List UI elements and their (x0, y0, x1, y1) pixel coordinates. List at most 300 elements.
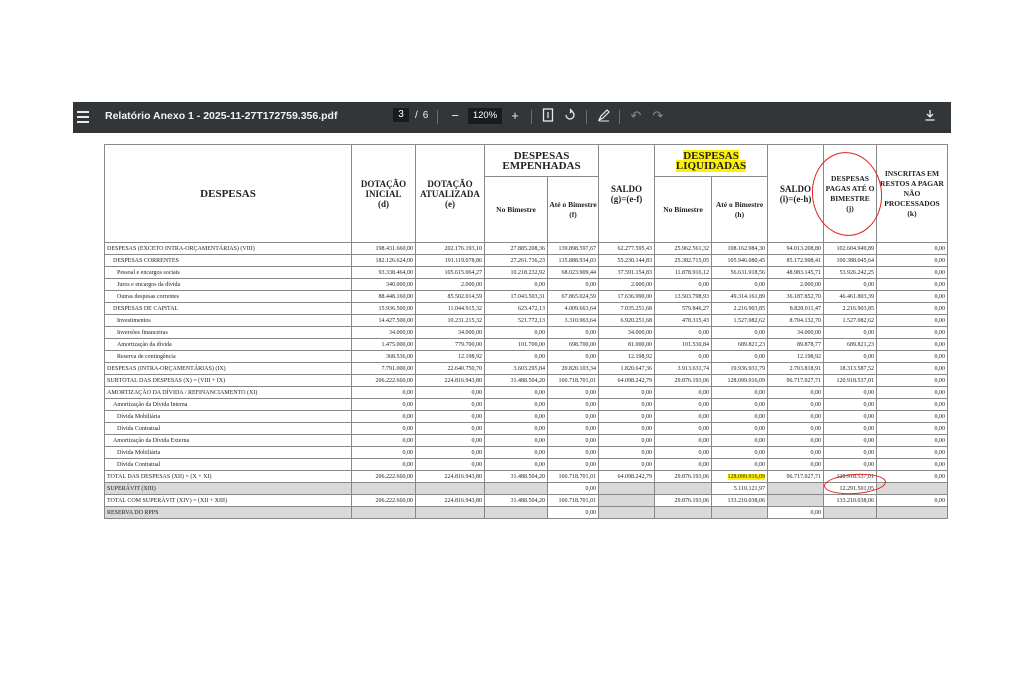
row-label: Dívida Mobiliária (105, 411, 352, 423)
row-label: Outras despesas correntes (105, 291, 352, 303)
cell-g: 62.277.595,43 (599, 243, 655, 255)
cell-emp-bim: 0,00 (485, 423, 548, 435)
undo-icon[interactable]: ↶ (630, 108, 642, 123)
cell-d: 14.427.500,00 (352, 315, 416, 327)
table-row (105, 351, 948, 363)
cell-liq-ate: 1.527.082,62 (712, 315, 768, 327)
cell-g: 37.591.154,83 (599, 267, 655, 279)
table-body (105, 243, 948, 519)
cell-emp-ate: 0,00 (548, 279, 599, 291)
cell-g (599, 507, 655, 519)
row-label: TOTAL DAS DESPESAS (XII) = (X + XI) (105, 471, 352, 483)
download-icon[interactable] (923, 108, 937, 126)
cell-liq-bim: 0,00 (655, 423, 712, 435)
cell-emp-bim: 0,00 (485, 411, 548, 423)
cell-i: 89.878,77 (768, 339, 824, 351)
cell-emp-bim: 623.472,13 (485, 303, 548, 315)
table-row (105, 495, 948, 507)
cell-e: 10.231.215,32 (416, 315, 485, 327)
row-label: AMORTIZAÇÃO DA DÍVIDA / REFINANCIAMENTO (XI) (105, 387, 352, 399)
cell-j: 2.216.903,85 (824, 303, 877, 315)
cell-emp-ate: 135.888.934,03 (548, 255, 599, 267)
toolbar-divider (619, 110, 620, 124)
cell-d: 0,00 (352, 411, 416, 423)
cell-liq-bim: 0,00 (655, 351, 712, 363)
cell-liq-ate: 0,00 (712, 411, 768, 423)
table-row (105, 447, 948, 459)
cell-j: 0,00 (824, 411, 877, 423)
cell-j: 0,00 (824, 399, 877, 411)
cell-liq-bim: 0,00 (655, 387, 712, 399)
header-despesas-pagas: DESPESAS PAGAS ATÉ O BIMESTRE (j) (824, 145, 877, 243)
row-label: DESPESAS (INTRA-ORÇAMENTÁRIAS) (IX) (105, 363, 352, 375)
cell-g: 2.000,00 (599, 279, 655, 291)
table-row (105, 411, 948, 423)
cell-emp-bim: 17.043.503,31 (485, 291, 548, 303)
cell-j: 0,00 (824, 435, 877, 447)
cell-liq-ate: 19.936.931,79 (712, 363, 768, 375)
cell-liq-bim: 0,00 (655, 399, 712, 411)
cell-k (877, 483, 948, 495)
highlighted-value: 128.099.916,09 (727, 473, 766, 480)
cell-k: 0,00 (877, 351, 948, 363)
cell-j: 18.313.587,52 (824, 363, 877, 375)
cell-j: 0,00 (824, 423, 877, 435)
cell-i: 0,00 (768, 507, 824, 519)
cell-i: 8.704.132,70 (768, 315, 824, 327)
header-dotacao-inicial: DOTAÇÃO INICIAL (d) (352, 145, 416, 243)
cell-emp-bim: 0,00 (485, 327, 548, 339)
table-row (105, 291, 948, 303)
cell-k: 0,00 (877, 339, 948, 351)
cell-emp-ate: 0,00 (548, 411, 599, 423)
cell-d: 206.222.660,00 (352, 495, 416, 507)
cell-d: 340.000,00 (352, 279, 416, 291)
cell-k: 0,00 (877, 267, 948, 279)
cell-emp-ate: 4.009.663,64 (548, 303, 599, 315)
cell-e: 85.502.014,59 (416, 291, 485, 303)
cell-j: 0,00 (824, 387, 877, 399)
cell-i: 96.717.027,71 (768, 375, 824, 387)
header-liq-ate-bimestre: Até o Bimestre (h) (712, 177, 768, 243)
header-despesas-liquidadas: DESPESAS LIQUIDADAS (655, 145, 768, 177)
cell-k: 0,00 (877, 243, 948, 255)
cell-d: 182.126.624,00 (352, 255, 416, 267)
row-label: Amortização da Dívida Interna (105, 399, 352, 411)
page-number-input[interactable]: 3 (393, 108, 409, 122)
cell-g: 64.098.242,79 (599, 375, 655, 387)
cell-j: 120.918.537,01 (824, 471, 877, 483)
cell-emp-ate: 698.700,00 (548, 339, 599, 351)
table-row (105, 279, 948, 291)
cell-k: 0,00 (877, 327, 948, 339)
cell-liq-bim (655, 507, 712, 519)
cell-emp-bim: 31.488.504,20 (485, 495, 548, 507)
cell-i: 0,00 (768, 411, 824, 423)
cell-g (599, 483, 655, 495)
table-row (105, 339, 948, 351)
cell-d: 7.791.000,00 (352, 363, 416, 375)
toolbar-divider (531, 110, 532, 124)
header-liq-no-bimestre: No Bimestre (655, 177, 712, 243)
zoom-in-icon[interactable]: + (511, 108, 519, 123)
row-label: Inversões financeiras (105, 327, 352, 339)
cell-g: 0,00 (599, 411, 655, 423)
menu-icon[interactable] (77, 108, 89, 124)
cell-emp-ate: 20.820.103,34 (548, 363, 599, 375)
cell-k: 0,00 (877, 495, 948, 507)
cell-d: 0,00 (352, 435, 416, 447)
cell-liq-ate: 0,00 (712, 399, 768, 411)
cell-j: 689.821,23 (824, 339, 877, 351)
cell-liq-bim: 29.876.193,06 (655, 375, 712, 387)
cell-g: 81.000,00 (599, 339, 655, 351)
table-row (105, 375, 948, 387)
cell-k: 0,00 (877, 411, 948, 423)
cell-e: 11.044.915,32 (416, 303, 485, 315)
cell-liq-ate: 128.099.916,09 (712, 375, 768, 387)
cell-k: 0,00 (877, 315, 948, 327)
row-label: Dívida Contratual (105, 459, 352, 471)
cell-j: 133.210.038,06 (824, 495, 877, 507)
table-row (105, 327, 948, 339)
row-label: Amortização da Dívida Externa (105, 435, 352, 447)
cell-d: 1.475.000,00 (352, 339, 416, 351)
cell-liq-bim: 13.503.798,93 (655, 291, 712, 303)
cell-g: 34.000,00 (599, 327, 655, 339)
cell-g: 1.820.647,36 (599, 363, 655, 375)
cell-liq-ate: 689.821,23 (712, 339, 768, 351)
cell-liq-ate: 0,00 (712, 279, 768, 291)
cell-e: 0,00 (416, 435, 485, 447)
cell-liq-ate: 49.314.161,89 (712, 291, 768, 303)
cell-emp-ate: 0,00 (548, 435, 599, 447)
row-label: Pessoal e encargos sociais (105, 267, 352, 279)
fit-page-icon[interactable] (541, 108, 555, 126)
row-label: RESERVA DO RPPS (105, 507, 352, 519)
cell-g: 55.230.144,83 (599, 255, 655, 267)
cell-liq-ate: 0,00 (712, 435, 768, 447)
row-label: DESPESAS DE CAPITAL (105, 303, 352, 315)
table-row (105, 435, 948, 447)
zoom-input[interactable]: 120% (468, 108, 502, 124)
cell-k: 0,00 (877, 435, 948, 447)
cell-liq-ate: 56.631.918,56 (712, 267, 768, 279)
cell-g: 12.198,92 (599, 351, 655, 363)
cell-k: 0,00 (877, 423, 948, 435)
cell-k (877, 507, 948, 519)
cell-liq-bim: 29.876.193,06 (655, 495, 712, 507)
cell-liq-ate: 0,00 (712, 423, 768, 435)
cell-liq-bim: 0,00 (655, 459, 712, 471)
toolbar-divider (586, 110, 587, 124)
cell-i: 0,00 (768, 435, 824, 447)
header-dotacao-atualizada: DOTAÇÃO ATUALIZADA (e) (416, 145, 485, 243)
cell-e: 224.816.943,80 (416, 471, 485, 483)
cell-emp-bim: 31.488.504,20 (485, 375, 548, 387)
cell-g: 0,00 (599, 435, 655, 447)
cell-j: 0,00 (824, 327, 877, 339)
table-row (105, 459, 948, 471)
cell-j: 100.388.045,64 (824, 255, 877, 267)
row-label: DESPESAS CORRENTES (105, 255, 352, 267)
cell-emp-bim: 31.488.504,20 (485, 471, 548, 483)
table-row (105, 399, 948, 411)
cell-liq-bim: 25.962.561,32 (655, 243, 712, 255)
cell-d: 93.338.464,00 (352, 267, 416, 279)
cell-j: 0,00 (824, 447, 877, 459)
table-row (105, 315, 948, 327)
cell-liq-ate: 2.216.903,85 (712, 303, 768, 315)
cell-i: 85.172.998,41 (768, 255, 824, 267)
cell-liq-bim: 0,00 (655, 435, 712, 447)
cell-g: 0,00 (599, 459, 655, 471)
cell-emp-ate: 0,00 (548, 447, 599, 459)
row-label: SUBTOTAL DAS DESPESAS (X) = (VIII + IX) (105, 375, 352, 387)
cell-g: 0,00 (599, 387, 655, 399)
cell-emp-ate: 67.865.024,59 (548, 291, 599, 303)
cell-emp-ate: 160.718.701,01 (548, 375, 599, 387)
cell-d (352, 483, 416, 495)
row-label: SUPERÁVIT (XIII) (105, 483, 352, 495)
cell-liq-bim: 3.913.631,74 (655, 363, 712, 375)
cell-e: 2.000,00 (416, 279, 485, 291)
cell-k: 0,00 (877, 363, 948, 375)
header-saldo-g: SALDO (g)=(e-f) (599, 145, 655, 243)
row-label: Dívida Contratual (105, 423, 352, 435)
header-emp-ate-bimestre: Até o Bimestre (f) (548, 177, 599, 243)
cell-i (768, 495, 824, 507)
cell-i: 36.187.852,70 (768, 291, 824, 303)
cell-emp-bim: 0,00 (485, 351, 548, 363)
page-indicator (393, 108, 428, 122)
header-despesas: DESPESAS (105, 145, 352, 243)
cell-i: 0,00 (768, 387, 824, 399)
cell-i: 34.000,00 (768, 327, 824, 339)
redo-icon[interactable]: ↷ (652, 108, 664, 123)
cell-e (416, 483, 485, 495)
cell-j (824, 507, 877, 519)
cell-g: 0,00 (599, 447, 655, 459)
cell-j: 0,00 (824, 351, 877, 363)
cell-g: 6.920.251,68 (599, 315, 655, 327)
header-despesas-empenhadas: DESPESAS EMPENHADAS (485, 145, 599, 177)
cell-emp-ate: 0,00 (548, 507, 599, 519)
cell-liq-ate (712, 471, 768, 483)
cell-j: 46.461.803,39 (824, 291, 877, 303)
cell-g: 17.636.990,00 (599, 291, 655, 303)
header-saldo-i: SALDO (i)=(e-h) (768, 145, 824, 243)
cell-emp-ate: 0,00 (548, 351, 599, 363)
cell-k: 0,00 (877, 387, 948, 399)
cell-emp-ate: 0,00 (548, 423, 599, 435)
table-row (105, 387, 948, 399)
cell-emp-bim: 0,00 (485, 399, 548, 411)
cell-e: 191.119.078,86 (416, 255, 485, 267)
document-title: Relatório Anexo 1 - 2025-11-27T172759.356.pdf (105, 110, 338, 122)
cell-g: 0,00 (599, 399, 655, 411)
rotate-icon[interactable] (563, 108, 577, 126)
cell-k: 0,00 (877, 399, 948, 411)
cell-liq-bim: 0,00 (655, 447, 712, 459)
cell-g: 64.098.242,79 (599, 471, 655, 483)
cell-d: 34.000,00 (352, 327, 416, 339)
cell-liq-bim: 0,00 (655, 411, 712, 423)
cell-emp-ate: 0,00 (548, 459, 599, 471)
cell-e: 0,00 (416, 459, 485, 471)
cell-liq-ate: 133.210.038,06 (712, 495, 768, 507)
cell-emp-bim: 521.772,13 (485, 315, 548, 327)
table-row (105, 267, 948, 279)
row-label: TOTAL COM SUPERÁVIT (XIV) = (XII + XIII) (105, 495, 352, 507)
cell-liq-ate: 5.110.121,97 (712, 483, 768, 495)
cell-e: 0,00 (416, 447, 485, 459)
cell-emp-ate: 160.718.701,01 (548, 471, 599, 483)
cell-g: 0,00 (599, 423, 655, 435)
cell-d: 206.222.660,00 (352, 375, 416, 387)
cell-i: 94.013.208,80 (768, 243, 824, 255)
cell-i: 8.828.011,47 (768, 303, 824, 315)
cell-k: 0,00 (877, 375, 948, 387)
cell-liq-ate: 105.946.080,45 (712, 255, 768, 267)
cell-d: 0,00 (352, 447, 416, 459)
cell-j: 1.527.082,62 (824, 315, 877, 327)
cell-e: 0,00 (416, 387, 485, 399)
cell-i: 0,00 (768, 447, 824, 459)
cell-e: 34.000,00 (416, 327, 485, 339)
cell-e: 202.176.193,10 (416, 243, 485, 255)
header-emp-no-bimestre: No Bimestre (485, 177, 548, 243)
cell-d: 206.222.660,00 (352, 471, 416, 483)
row-label: Amortização da dívida (105, 339, 352, 351)
cell-e: 0,00 (416, 423, 485, 435)
cell-i: 48.983.145,71 (768, 267, 824, 279)
cell-emp-bim: 0,00 (485, 435, 548, 447)
cell-i: 0,00 (768, 399, 824, 411)
cell-emp-bim: 0,00 (485, 459, 548, 471)
zoom-out-icon[interactable]: − (451, 108, 459, 123)
cell-i: 96.717.027,71 (768, 471, 824, 483)
cell-i: 0,00 (768, 459, 824, 471)
cell-emp-ate: 0,00 (548, 327, 599, 339)
cell-e: 22.640.750,70 (416, 363, 485, 375)
cell-d: 198.431.660,00 (352, 243, 416, 255)
cell-j: 0,00 (824, 459, 877, 471)
page-total: 6 (422, 109, 429, 121)
cell-liq-ate: 0,00 (712, 327, 768, 339)
cell-emp-bim: 0,00 (485, 279, 548, 291)
row-label: DESPESAS (EXCETO INTRA-ORÇAMENTÁRIAS) (VIII) (105, 243, 352, 255)
cell-e: 0,00 (416, 411, 485, 423)
cell-j: 102.604.949,89 (824, 243, 877, 255)
cell-emp-bim: 27.885.208,36 (485, 243, 548, 255)
cell-j: 0,00 (824, 279, 877, 291)
cell-liq-bim: 25.382.715,05 (655, 255, 712, 267)
cell-k: 0,00 (877, 459, 948, 471)
cell-emp-ate: 0,00 (548, 387, 599, 399)
cell-emp-ate: 139.898.597,67 (548, 243, 599, 255)
cell-liq-bim: 579.846,27 (655, 303, 712, 315)
cell-e: 105.615.064,27 (416, 267, 485, 279)
header-inscritas-restos: INSCRITAS EM RESTOS A PAGAR NÃO PROCESSADOS (k) (877, 145, 948, 243)
cell-liq-ate (712, 507, 768, 519)
cell-emp-ate: 0,00 (548, 399, 599, 411)
cell-k: 0,00 (877, 303, 948, 315)
table-row (105, 483, 948, 495)
cell-liq-ate: 0,00 (712, 459, 768, 471)
cell-liq-bim: 478.315,43 (655, 315, 712, 327)
cell-g (599, 495, 655, 507)
cell-d: 0,00 (352, 387, 416, 399)
table-row (105, 303, 948, 315)
cell-j: 53.926.242,25 (824, 267, 877, 279)
cell-k: 0,00 (877, 255, 948, 267)
cell-k: 0,00 (877, 471, 948, 483)
cell-i (768, 483, 824, 495)
cell-liq-ate: 0,00 (712, 387, 768, 399)
cell-k: 0,00 (877, 447, 948, 459)
cell-emp-ate: 0,00 (548, 483, 599, 495)
cell-liq-ate: 108.162.984,30 (712, 243, 768, 255)
table-row (105, 363, 948, 375)
cell-liq-ate: 0,00 (712, 351, 768, 363)
cell-emp-ate: 68.023.909,44 (548, 267, 599, 279)
cell-emp-bim: 3.603.295,84 (485, 363, 548, 375)
cell-liq-ate: 0,00 (712, 447, 768, 459)
cell-emp-bim (485, 483, 548, 495)
table-row (105, 507, 948, 519)
row-label: Dívida Mobiliária (105, 447, 352, 459)
cell-d: 0,00 (352, 423, 416, 435)
pdf-viewer-toolbar (73, 102, 951, 133)
cell-d: 0,00 (352, 399, 416, 411)
cell-i: 12.198,92 (768, 351, 824, 363)
cell-d: 0,00 (352, 459, 416, 471)
cell-emp-bim: 0,00 (485, 447, 548, 459)
annotate-icon[interactable] (597, 108, 611, 126)
cell-emp-bim (485, 507, 548, 519)
cell-e: 224.816.943,80 (416, 495, 485, 507)
cell-liq-bim (655, 483, 712, 495)
cell-j: 12.291.501,05 (824, 483, 877, 495)
cell-d: 368.536,00 (352, 351, 416, 363)
cell-g: 7.035.251,68 (599, 303, 655, 315)
cell-e: 224.816.943,80 (416, 375, 485, 387)
page-separator: / (415, 109, 418, 121)
cell-i: 2.000,00 (768, 279, 824, 291)
cell-i: 0,00 (768, 423, 824, 435)
cell-liq-bim: 11.878.916,12 (655, 267, 712, 279)
row-label: Investimentos (105, 315, 352, 327)
cell-k: 0,00 (877, 279, 948, 291)
table-row (105, 423, 948, 435)
toolbar-divider (437, 110, 438, 124)
cell-i: 2.703.818,91 (768, 363, 824, 375)
cell-liq-bim: 0,00 (655, 327, 712, 339)
cell-e: 12.198,92 (416, 351, 485, 363)
cell-j: 120.918.537,01 (824, 375, 877, 387)
cell-emp-bim: 101.700,00 (485, 339, 548, 351)
row-label: Reserva de contingência (105, 351, 352, 363)
cell-emp-ate: 160.718.701,01 (548, 495, 599, 507)
row-label: Juros e encargos da dívida (105, 279, 352, 291)
cell-liq-bim: 29.876.193,06 (655, 471, 712, 483)
cell-e: 0,00 (416, 399, 485, 411)
table-row (105, 243, 948, 255)
cell-emp-ate: 3.310.963,64 (548, 315, 599, 327)
cell-liq-bim: 0,00 (655, 279, 712, 291)
cell-d: 88.448.160,00 (352, 291, 416, 303)
